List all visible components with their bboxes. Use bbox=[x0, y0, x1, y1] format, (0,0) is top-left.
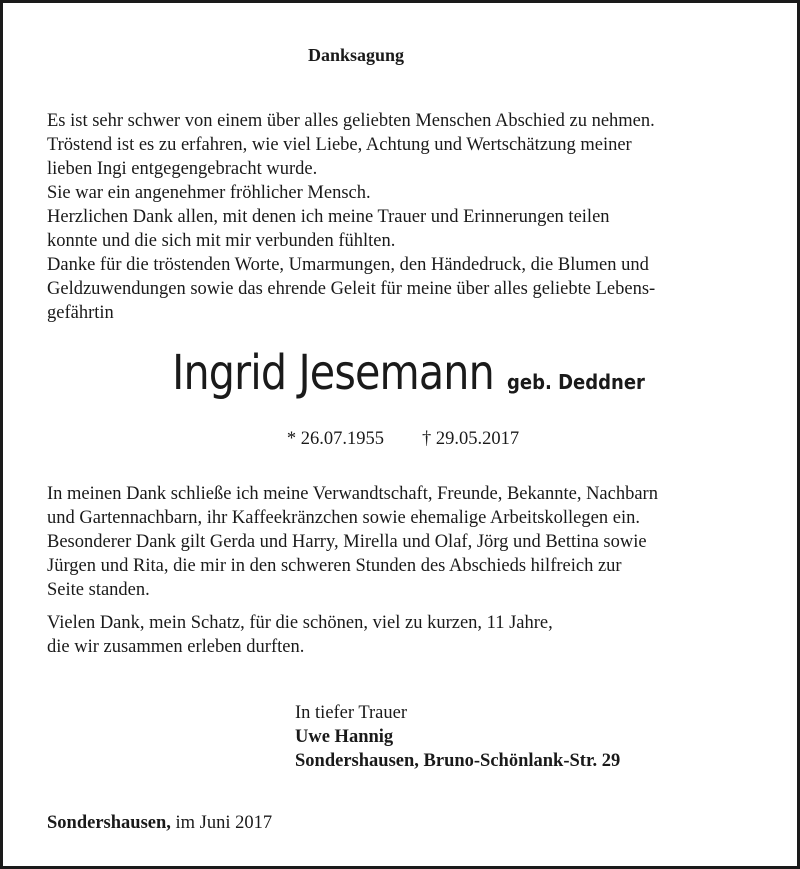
life-dates bbox=[3, 429, 800, 450]
deceased-name-block bbox=[3, 345, 800, 401]
text-line: Danke für die tröstenden Worte, Umarmungen, den Händedruck, die Blumen und bbox=[47, 255, 649, 275]
text-line: Jürgen und Rita, die mir in den schweren Stunden des Abschieds hilfreich zur bbox=[47, 556, 622, 576]
text-line: Seite standen. bbox=[47, 580, 150, 600]
thanks-paragraph bbox=[47, 109, 777, 325]
signature-block bbox=[295, 701, 620, 773]
text-line: In meinen Dank schließe ich meine Verwandtschaft, Freunde, Bekannte, Nachbarn bbox=[47, 484, 658, 504]
text-line: die wir zusammen erleben durften. bbox=[47, 637, 305, 657]
text-line: lieben Ingi entgegengebracht wurde. bbox=[47, 159, 318, 179]
text-line: Es ist sehr schwer von einem über alles geliebten Menschen Abschied zu nehmen. bbox=[47, 111, 655, 131]
notice-heading: Danksagung bbox=[307, 45, 405, 65]
text-line: Geldzuwendungen sowie das ehrende Geleit für meine über alles geliebte Lebens- bbox=[47, 279, 656, 299]
deceased-name: Ingrid Jesemann bbox=[171, 345, 494, 401]
footer-date: im Juni 2017 bbox=[175, 813, 273, 833]
text-line: Sie war ein angenehmer fröhlicher Mensch. bbox=[47, 183, 371, 203]
text-line: gefährtin bbox=[47, 303, 114, 323]
maiden-name: geb. Deddner bbox=[506, 370, 645, 394]
signature-name: Uwe Hannig bbox=[295, 727, 394, 747]
text-line: Besonderer Dank gilt Gerda und Harry, Mirella und Olaf, Jörg und Bettina sowie bbox=[47, 532, 647, 552]
text-line: und Gartennachbarn, ihr Kaffeekränzchen sowie ehemalige Arbeitskollegen ein. bbox=[47, 508, 640, 528]
text-line: Vielen Dank, mein Schatz, für die schönen, viel zu kurzen, 11 Jahre, bbox=[47, 613, 553, 633]
text-line: konnte und die sich mit mir verbunden fühlten. bbox=[47, 231, 396, 251]
text-line: Herzlichen Dank allen, mit denen ich meine Trauer und Erinnerungen teilen bbox=[47, 207, 610, 227]
footer-place: Sondershausen, bbox=[47, 813, 171, 833]
closing-paragraph bbox=[47, 611, 777, 659]
birth-date: * 26.07.1955 bbox=[286, 429, 384, 449]
place-date-line bbox=[47, 813, 272, 834]
death-date: † 29.05.2017 bbox=[422, 429, 520, 449]
signature-intro: In tiefer Trauer bbox=[295, 703, 407, 723]
signature-address: Sondershausen, Bruno-Schönlank-Str. 29 bbox=[295, 751, 621, 771]
acknowledgement-paragraph bbox=[47, 482, 777, 602]
text-line: Tröstend ist es zu erfahren, wie viel Liebe, Achtung und Wertschätzung meiner bbox=[47, 135, 632, 155]
